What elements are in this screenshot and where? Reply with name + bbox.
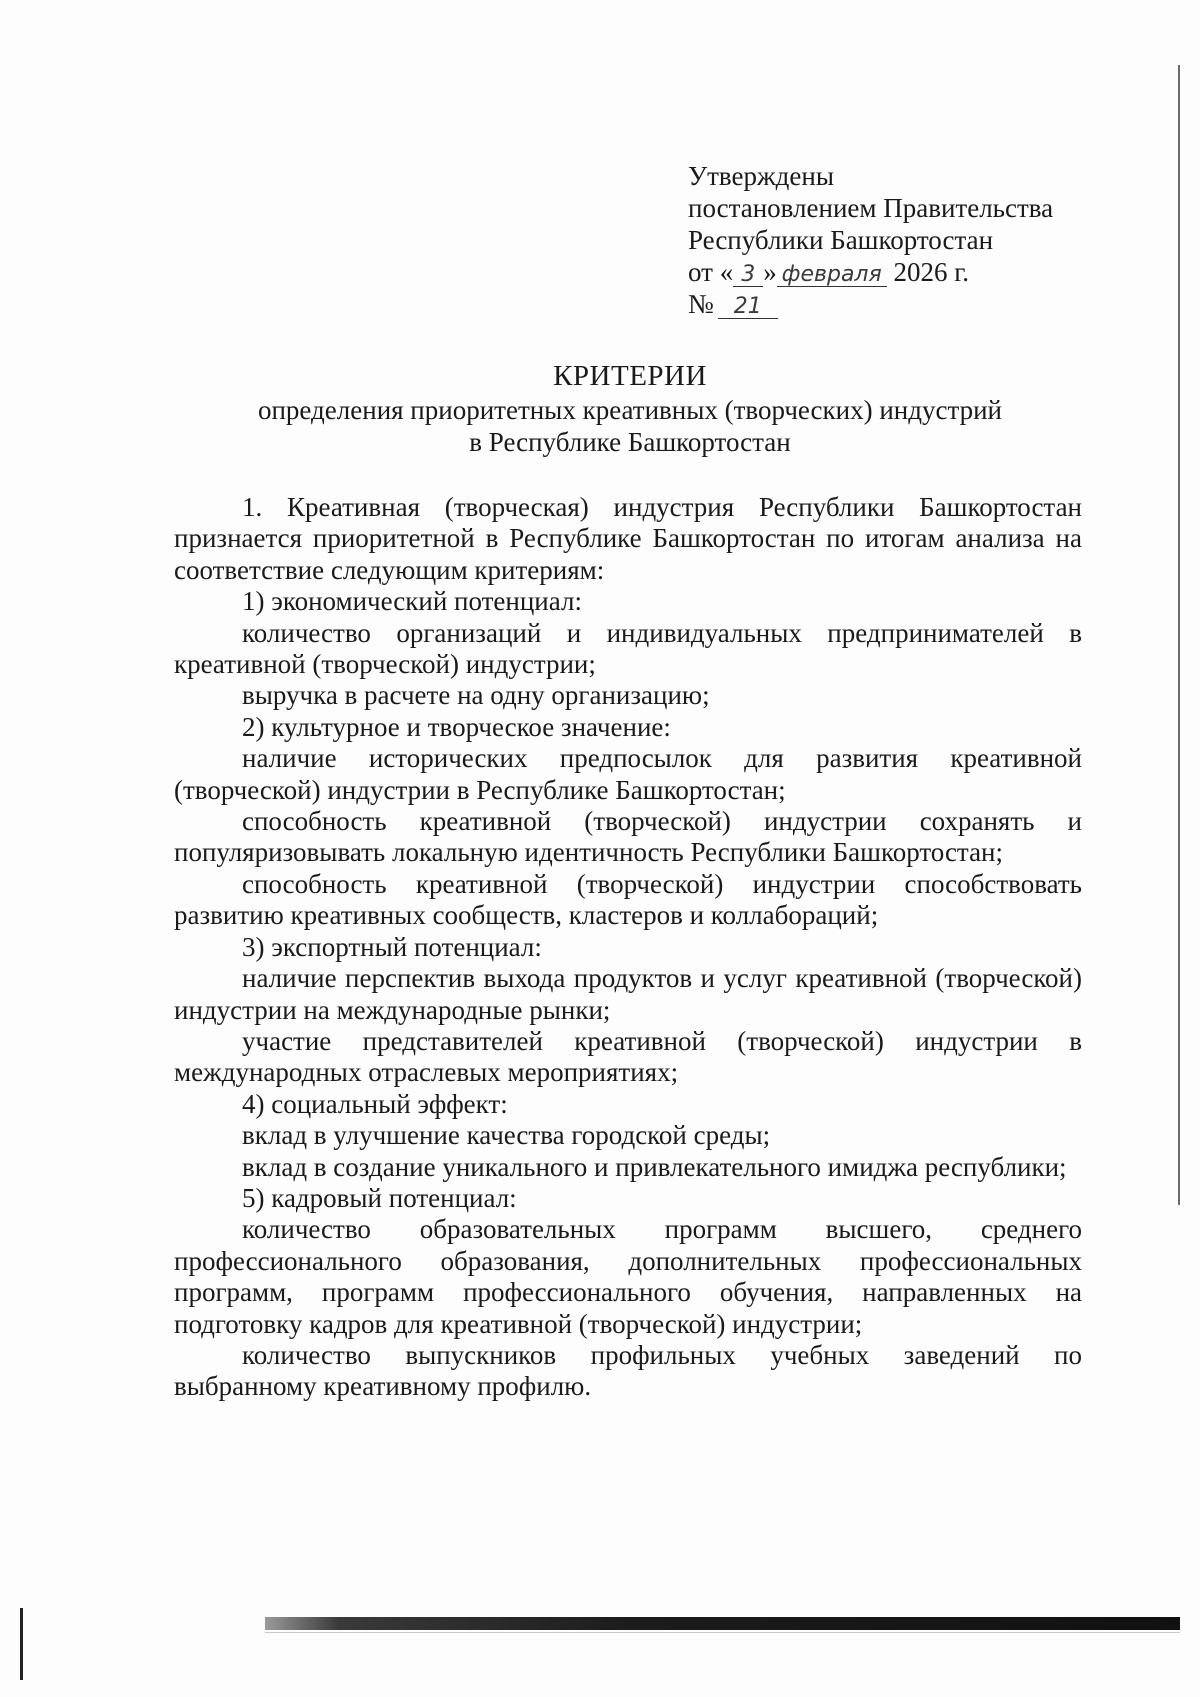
date-month-handwritten: февраля	[777, 264, 887, 287]
document-subtitle: определения приоритетных креативных (творческих) индустрий	[257, 395, 1002, 425]
paragraph: 4) социальный эффект:	[242, 1088, 508, 1119]
date-prefix: от «	[688, 257, 734, 287]
approval-stamp-block	[688, 160, 1053, 320]
paragraph: количество выпускников профильных учебных заведений по выбранному креативному профилю.	[174, 1339, 1082, 1402]
approval-line: постановлением Правительства	[688, 193, 1054, 223]
paragraph: количество образовательных программ высшего, среднего профессионального образования, дополнительных профессиональных программ, программ профессионального обучения, направленных на подготовку кадров для креативной (творческой) индустрии;	[174, 1214, 1082, 1339]
document-subtitle: в Республике Башкортостан	[469, 427, 791, 457]
paragraph: вклад в создание уникального и привлекательного имиджа республики;	[242, 1151, 1067, 1182]
paragraph: наличие перспектив выхода продуктов и услуг креативной (творческой) индустрии на международные рынки;	[174, 963, 1082, 1025]
scan-bottom-bar	[265, 1617, 1180, 1630]
paragraph: 3) экспортный потенциал:	[242, 931, 542, 962]
document-title: КРИТЕРИИ	[553, 360, 707, 392]
date-mid: »	[763, 257, 777, 287]
document-body	[174, 492, 1082, 1403]
paragraph: 1. Креативная (творческая) индустрия Республики Башкортостан признается приоритетной в Республике Башкортостан по итогам анализа на соответствие следующим критериям:	[174, 492, 1082, 585]
scan-bottom-line	[265, 1632, 1180, 1633]
paragraph: выручка в расчете на одну организацию;	[242, 680, 710, 711]
paragraph: участие представителей креативной (творческой) индустрии в международных отраслевых мероприятиях;	[174, 1025, 1082, 1088]
approval-date	[688, 256, 1053, 288]
paragraph: 1) экономический потенциал:	[242, 586, 582, 617]
scan-edge-mark	[20, 1608, 23, 1680]
approval-line: Республики Башкортостан	[688, 225, 994, 255]
paragraph: способность креативной (творческой) индустрии сохранять и популяризовывать локальную идентичность Республики Башкортостан;	[174, 806, 1082, 868]
date-year: 2026 г.	[893, 257, 969, 287]
approval-line: Утверждены	[688, 161, 834, 191]
number-handwritten: 21	[718, 296, 778, 319]
paragraph: количество организаций и индивидуальных предпринимателей в креативной (творческой) индустрии;	[174, 617, 1082, 680]
approval-number	[688, 288, 1053, 320]
document-title-block	[140, 360, 1120, 458]
date-day-handwritten: 3	[733, 264, 763, 287]
paragraph: вклад в улучшение качества городской среды;	[242, 1120, 771, 1151]
paragraph: 2) культурное и творческое значение:	[242, 711, 671, 742]
paragraph: наличие исторических предпосылок для развития креативной (творческой) индустрии в Республике Башкортостан;	[174, 743, 1082, 805]
scan-edge-line	[1178, 65, 1180, 1205]
paragraph: 5) кадровый потенциал:	[242, 1182, 517, 1213]
paragraph: способность креативной (творческой) индустрии способствовать развитию креативных сообществ, кластеров и коллабораций;	[174, 868, 1082, 931]
number-label: №	[688, 289, 714, 319]
